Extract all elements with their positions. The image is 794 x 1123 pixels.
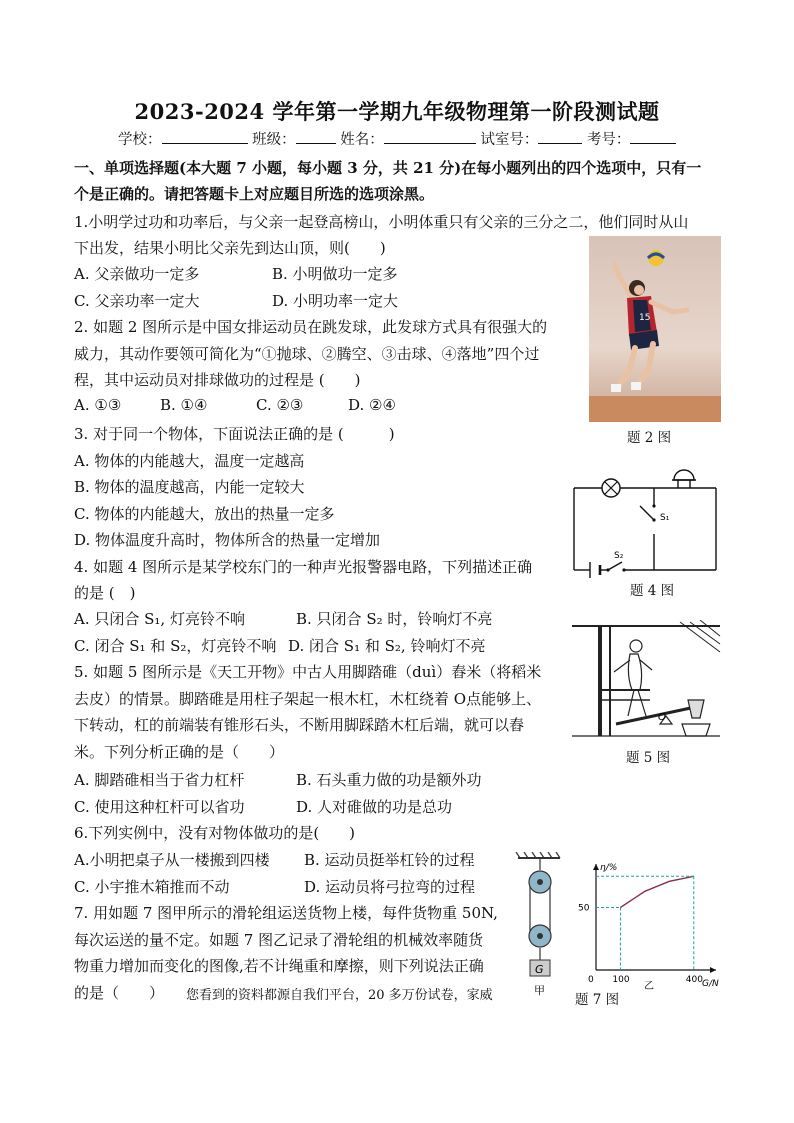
jersey-number-graphic: 15 [639,313,651,323]
movable-pulley-icon [529,925,551,947]
exam-no-blank [630,129,676,144]
q1-option-d: D. 小明功率一定大 [272,292,399,310]
q4-option-b: B. 只闭合 S₂ 时，铃响灯不亮 [296,610,493,628]
q5-stem-line4: 米。下列分析正确的是（ ） [74,743,285,761]
q3-stem: 3. 对于同一个物体，下面说法正确的是 ( ) [74,425,395,443]
switch-s1-contact-icon [652,504,655,507]
q2-option-a: A. ①③ [74,396,122,414]
q7-stem-line1: 7. 用如题 7 图甲所示的滑轮组运送货物上楼，每件货物重 50N, [74,904,498,922]
switch-s1-pivot-icon [652,518,655,521]
q6-option-d: D. 运动员将弓拉弯的过程 [304,878,476,896]
lamp-icon [602,479,620,497]
q5-figure-caption: 题 5 图 [626,750,671,766]
q4-option-c: C. 闭合 S₁ 和 S₂，灯亮铃不响 [74,637,277,655]
volleyball-player-image [589,236,721,422]
y-tick-50: 50 [578,903,590,914]
q3-option-a: A. 物体的内能越大，温度一定越高 [74,452,305,470]
q4-stem-line1: 4. 如题 4 图所示是某学校东门的一种声光报警器电路，下列描述正确 [74,558,533,576]
room-blank [538,129,582,144]
exam-no-label: 考号： [586,132,631,148]
battery-icon [590,562,600,578]
q3-option-b: B. 物体的温度越高，内能一定较大 [74,478,305,496]
page-title: 2023-2024 学年第一学期九年级物理第一阶段测试题 [134,99,660,124]
name-label: 姓名： [340,132,384,148]
x-axis-arrow-icon [710,967,716,973]
q7-pulley-diagram [512,852,566,998]
switch-s1-label: S₁ [660,513,670,523]
bell-icon [672,470,696,488]
q7-stem-line2: 每次运送的量不定。如题 7 图乙记录了滑轮组的机械效率随货 [74,931,484,949]
q4-circuit-diagram [568,462,720,580]
switch-s2-icon [606,562,625,572]
q2-option-d: D. ②④ [348,396,396,414]
switch-s2-label: S₂ [614,551,624,561]
school-blank [162,129,248,144]
q3-option-c: C. 物体的内能越大，放出的热量一定多 [74,505,335,523]
q5-option-a: A. 脚踏碓相当于省力杠杆 [74,771,245,789]
q7-stem-line4: 的是（ ） [74,984,165,1002]
x-tick-0: 0 [588,975,594,985]
q2-stem-line1: 2. 如题 2 图所示是中国女排运动员在跳发球，此发球方式具有很强大的 [74,318,548,336]
q5-option-d: D. 人对碓做的功是总功 [296,798,453,816]
efficiency-curve [620,876,693,907]
q7-source-note: 您看到的资料都源自我们平台，20 多万份试卷，家威 [186,988,493,1003]
q1-stem-line2: 下出发，结果小明比父亲先到达山顶，则( ) [74,239,386,257]
q7-stem-line3: 物重力增加而变化的图像,若不计绳重和摩擦，则下列说法正确 [74,957,484,975]
student-info-line [118,128,676,149]
q4-figure-caption: 题 4 图 [630,583,675,599]
weight-g-label: G [535,963,544,976]
x-axis-label: G/N [702,979,719,989]
figure-yi-label: 乙 [644,981,654,992]
school-label: 学校： [118,132,162,148]
q4-option-d: D. 闭合 S₁ 和 S₂, 铃响灯不亮 [288,637,486,655]
q2-option-c: C. ②③ [256,396,304,414]
section-heading-line2: 个是正确的。请把答题卡上对应题目所选的选项涂黑。 [74,185,435,203]
q5-option-b: B. 石头重力做的功是额外功 [296,771,482,789]
name-blank [384,129,476,144]
q2-stem-line2: 威力，其动作要领可简化为“①抛球、②腾空、③击球、④落地”四个过 [74,345,540,363]
class-blank [296,129,336,144]
q1-option-a: A. 父亲做功一定多 [74,265,200,283]
class-label: 班级： [252,132,296,148]
q1-option-b: B. 小明做功一定多 [272,265,398,283]
q5-stem-line1: 5. 如题 5 图所示是《天工开物》中古人用脚踏碓（duì）舂米（将稻米 [74,663,542,681]
q7-figure-caption: 题 7 图 [575,992,620,1008]
q2-option-b: B. ①④ [160,396,208,414]
q1-option-c: C. 父亲功率一定大 [74,292,200,310]
q4-stem-line2: 的是 ( ) [74,584,136,602]
q7-efficiency-chart [574,858,724,994]
x-tick-100: 100 [612,975,630,985]
q1-stem-line1: 1.小明学过功和功率后，与父亲一起登高榜山，小明体重只有父亲的三分之二，他们同时从山 [74,213,689,231]
q6-option-c: C. 小宇推木箱推而不动 [74,878,230,896]
q5-option-c: C. 使用这种杠杆可以省功 [74,798,245,816]
q5-foot-pestle-illustration [570,620,722,742]
pivot-o-label: O [658,712,666,723]
section-heading-line1: 一、单项选择题(本大题 7 小题，每小题 3 分，共 21 分)在每小题列出的四个选项中，只有一 [74,159,702,177]
q2-stem-line3: 程，其中运动员对排球做功的过程是 ( ) [74,371,361,389]
q6-stem: 6.下列实例中，没有对物体做功的是( ) [74,824,356,842]
volleyball-player-photo [589,236,721,422]
q4-option-a: A. 只闭合 S₁, 灯亮铃不响 [74,610,245,628]
q2-figure-caption: 题 2 图 [627,430,672,446]
q5-stem-line2: 去皮）的情景。脚踏碓是用柱子架起一根木杠，木杠绕着 O点能够上、 [74,690,542,708]
figure-jia-label: 甲 [534,984,545,997]
room-label: 试室号： [480,132,539,148]
q6-option-a: A.小明把桌子从一楼搬到四楼 [74,851,270,869]
q5-stem-line3: 下转动，杠的前端装有锥形石头，不断用脚踩踏木杠后端，就可以舂 [74,716,525,734]
q3-option-d: D. 物体温度升高时，物体所含的热量一定增加 [74,531,381,549]
fixed-pulley-icon [529,871,551,893]
q6-option-b: B. 运动员挺举杠铃的过程 [304,851,475,869]
x-tick-400: 400 [685,975,703,985]
y-axis-arrow-icon [593,864,599,870]
y-axis-label: η/% [600,863,618,873]
